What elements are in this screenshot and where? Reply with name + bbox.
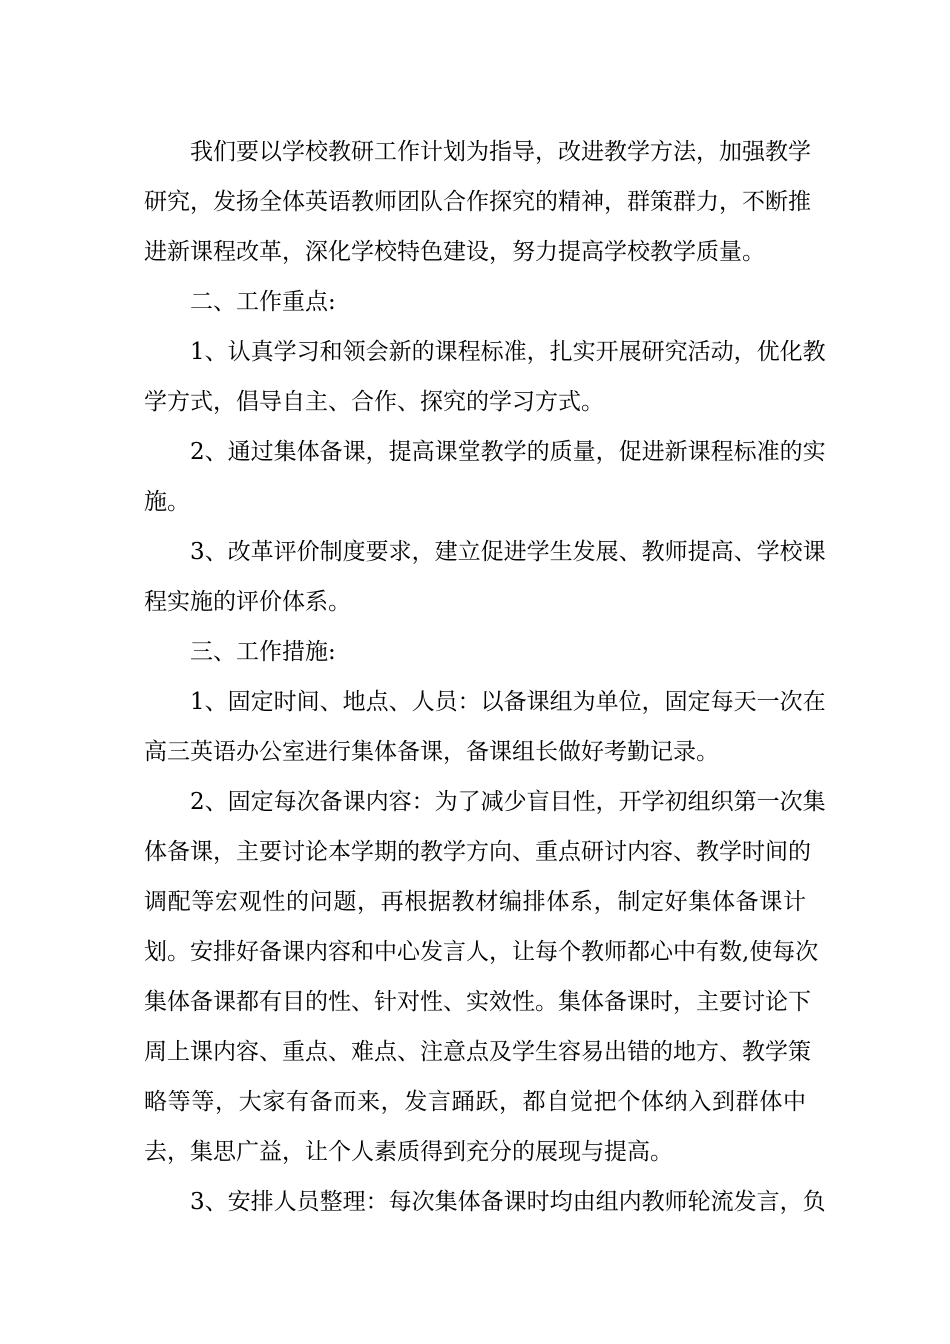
paragraph-line: 体备课，主要讨论本学期的教学方向、重点研讨内容、教学时间的 (144, 839, 811, 865)
paragraph-line: 略等等，大家有备而来，发言踊跃，都自觉把个体纳入到群体中 (144, 1089, 806, 1115)
paragraph-line: 划。安排好备课内容和中心发言人，让每个教师都心中有数,使每次 (144, 939, 819, 965)
paragraph-line: 学方式，倡导自主、合作、探究的学习方式。 (144, 389, 604, 415)
section-heading: 二、工作重点: (190, 289, 336, 315)
paragraph-line: 3、改革评价制度要求，建立促进学生发展、教师提高、学校课 (190, 539, 826, 565)
paragraph-line: 进新课程改革，深化学校特色建设，努力提高学校教学质量。 (144, 239, 765, 265)
paragraph-line: 高三英语办公室进行集体备课，备课组长做好考勤记录。 (144, 739, 719, 765)
paragraph-line: 周上课内容、重点、难点、注意点及学生容易出错的地方、教学策 (144, 1039, 811, 1065)
paragraph-line: 2、通过集体备课，提高课堂教学的质量，促进新课程标准的实 (190, 439, 826, 465)
paragraph-line: 3、安排人员整理：每次集体备课时均由组内教师轮流发言，负 (190, 1189, 826, 1215)
paragraph-line: 调配等宏观性的问题，再根据教材编排体系，制定好集体备课计 (144, 889, 806, 915)
paragraph-line: 去，集思广益，让个人素质得到充分的展现与提高。 (144, 1139, 673, 1165)
paragraph-line: 施。 (144, 489, 190, 515)
section-heading: 三、工作措施: (190, 639, 336, 665)
paragraph-line: 程实施的评价体系。 (144, 589, 351, 615)
paragraph-line: 1、认真学习和领会新的课程标准，扎实开展研究活动，优化教 (190, 339, 826, 365)
paragraph-line: 1、固定时间、地点、人员：以备课组为单位，固定每天一次在 (190, 689, 826, 715)
paragraph-line: 2、固定每次备课内容：为了减少盲目性，开学初组织第一次集 (190, 789, 826, 815)
paragraph-line: 我们要以学校教研工作计划为指导，改进教学方法，加强教学 (190, 139, 811, 165)
paragraph-line: 研究，发扬全体英语教师团队合作探究的精神，群策群力，不断推 (144, 189, 811, 215)
paragraph-line: 集体备课都有目的性、针对性、实效性。集体备课时，主要讨论下 (144, 989, 811, 1015)
